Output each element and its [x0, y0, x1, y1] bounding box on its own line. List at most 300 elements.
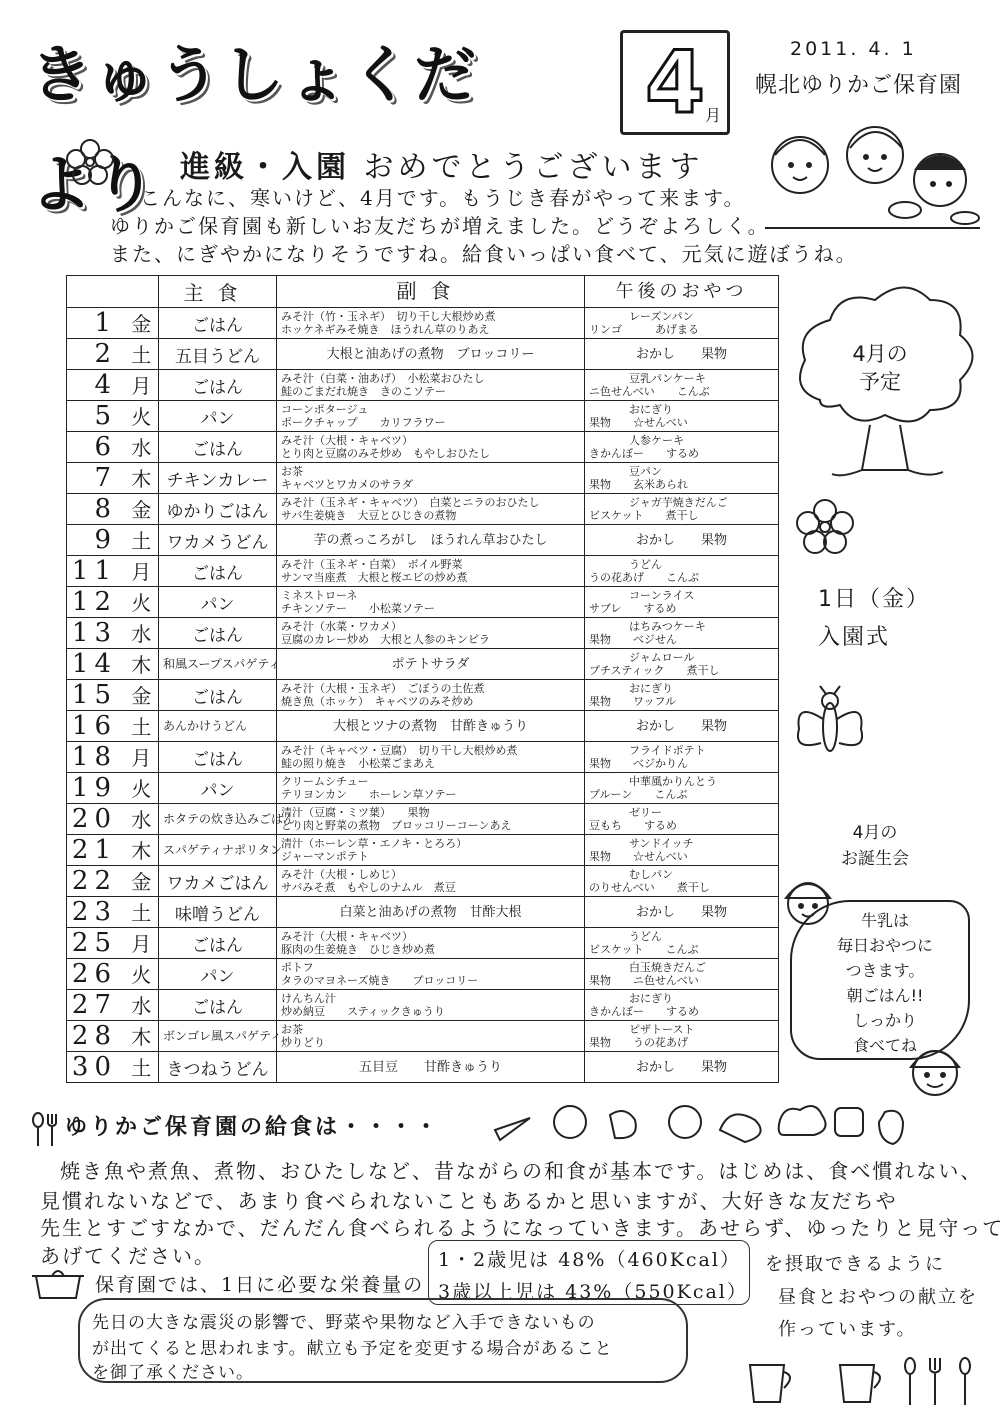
snack-line: 果物 ☆せんべい [589, 850, 688, 863]
menu-table-body [67, 308, 779, 1083]
newsletter-title: きゅうしょくだより [30, 38, 479, 221]
table-row [67, 866, 779, 897]
day-number: 15 [71, 680, 117, 710]
side-dish-line: サンマ当座煮 大根と桜エビの炒め煮 [281, 571, 468, 584]
table-row [67, 463, 779, 494]
table-row [67, 959, 779, 990]
table-row [67, 556, 779, 587]
nutrition-outro: を摂取できるように [765, 1254, 945, 1275]
snack-line: ニ色せんべい こんぶ [589, 385, 710, 398]
intro-line: こんなに、寒いけど、4月です。もうじき春がやって来ます。 [140, 186, 746, 210]
butterfly-icon [795, 685, 865, 765]
snack-line: おかし 果物 [635, 904, 727, 920]
weekday: 木 [131, 467, 158, 491]
day-number: 2 [94, 339, 117, 369]
side-dish-cell [277, 525, 585, 556]
main-dish-cell: パン [159, 773, 277, 804]
day-number: 25 [71, 928, 117, 958]
main-dish-cell: パン [159, 959, 277, 990]
date-cell [67, 401, 159, 432]
nutrition-intro: 保育園では、1日に必要な栄養量の [95, 1274, 425, 1296]
snack-line: 人参ケーキ [629, 434, 684, 447]
snack-line: 果物 ワッフル [589, 695, 677, 708]
snack-line: おかし 果物 [635, 532, 727, 548]
side-dish-line: コーンポタージュ [281, 403, 369, 416]
main-dish-cell: ごはん [159, 308, 277, 339]
snack-line: きかんぼー するめ [589, 447, 699, 460]
snack-line: おにぎり [629, 403, 673, 416]
side-dish-line: ジャーマンポテト [281, 850, 369, 863]
snack-line: フライドポテト [629, 744, 706, 757]
side-dish-line: 豆腐のカレー炒め 大根と人参のキンピラ [281, 633, 490, 646]
snack-cell [585, 308, 779, 339]
headline [180, 142, 704, 186]
side-dish-line: みそ汁（大根・キャベツ） [281, 434, 413, 447]
side-dish-cell [277, 494, 585, 525]
table-row [67, 494, 779, 525]
table-row [67, 773, 779, 804]
side-dish-line: みそ汁（大根・玉ネギ） ごぼうの土佐煮 [281, 682, 485, 695]
body-line: 焼き魚や煮魚、煮物、おひたしなど、昔ながらの和食が基本です。はじめは、食べ慣れない、 [60, 1159, 983, 1183]
snack-line: 果物 ニ色せんべい [589, 974, 699, 987]
snack-cell [585, 835, 779, 866]
section-title: ゆりかご保育園の給食は・・・・ [65, 1114, 441, 1140]
snack-cell [585, 463, 779, 494]
header-date [67, 276, 159, 308]
food-icons-row [490, 1100, 910, 1145]
main-dish-cell: チキンカレー [159, 463, 277, 494]
date-cell [67, 370, 159, 401]
weekday: 火 [131, 405, 158, 429]
weekday: 木 [131, 653, 158, 677]
snack-line: ビスケット 煮干し [589, 509, 699, 522]
weekday: 木 [131, 839, 158, 863]
child-face-icon [778, 870, 838, 930]
date-cell [67, 835, 159, 866]
day-number: 1 [94, 308, 117, 338]
side-dish-line: テリヨンカン ホーレン草ソテー [281, 788, 457, 801]
date-cell [67, 680, 159, 711]
milk-line: つきます。 [845, 961, 925, 980]
side-dish-line: ポテトサラダ [391, 656, 470, 672]
snack-line: レーズンパン [629, 310, 694, 323]
snack-cell [585, 587, 779, 618]
day-number: 9 [94, 525, 117, 555]
day-number: 18 [71, 742, 117, 772]
day-number: 22 [71, 866, 117, 896]
body-line: 見慣れないなどで、あまり食べられないこともあるかと思いますが、大好きな友だちや [40, 1189, 898, 1213]
children-eating-illustration [755, 110, 985, 235]
table-row [67, 401, 779, 432]
table-row [67, 525, 779, 556]
bday-line: お誕生会 [841, 849, 909, 869]
intro-line: ゆりかご保育園も新しいお友だちが増えました。どうぞよろしく。 [110, 214, 770, 238]
nutrition-toddler: 1・2歳児は 48%（460Kcal） [438, 1249, 741, 1271]
bday-line: 4月の [852, 823, 898, 843]
month-suffix: 月 [704, 106, 721, 125]
weekday: 土 [131, 343, 158, 367]
weekday: 土 [131, 1056, 158, 1080]
snack-line: おにぎり [629, 682, 673, 695]
side-dish-cell [277, 339, 585, 370]
weekday: 火 [131, 591, 158, 615]
side-dish-line: 清汁（ホーレン草・エノキ・とろろ） [281, 837, 468, 850]
side-dish-cell [277, 959, 585, 990]
date-cell [67, 339, 159, 370]
day-number: 4 [94, 370, 117, 400]
side-dish-line: 鮭の照り焼き 小松菜ごまあえ [281, 757, 435, 770]
intro-line: また、にぎやかになりそうですね。給食いっぱい食べて、元気に遊ぼうね。 [110, 242, 858, 266]
side-dish-line: 白菜と油あげの煮物 甘酢大根 [339, 904, 522, 920]
snack-line: ビスケット こんぶ [589, 943, 699, 956]
side-dish-line: ポークチャップ カリフラワー [281, 416, 446, 429]
nutrition-outro: 昼食とおやつの献立を [778, 1287, 978, 1308]
snack-line: 中華風かりんとう [629, 775, 717, 788]
table-row [67, 308, 779, 339]
table-row [67, 804, 779, 835]
day-number: 28 [71, 1021, 117, 1051]
snack-cell [585, 339, 779, 370]
main-dish-cell: ボンゴレ風スパゲティ [159, 1021, 277, 1052]
main-dish-cell: ごはん [159, 432, 277, 463]
day-number: 20 [71, 804, 117, 834]
notice-line: が出てくると思われます。献立も予定を変更する場合があること [92, 1339, 613, 1359]
side-dish-line: キャベツとワカメのサラダ [281, 478, 413, 491]
date-cell [67, 587, 159, 618]
side-dish-cell [277, 618, 585, 649]
snack-line: 果物 うの花あげ [589, 1036, 688, 1049]
table-row [67, 587, 779, 618]
date-cell [67, 1021, 159, 1052]
date-cell [67, 711, 159, 742]
weekday: 土 [131, 529, 158, 553]
side-dish-line: みそ汁（玉ネギ・キャベツ） 白菜とニラのおひたし [281, 496, 540, 509]
side-dish-line: ミネストローネ [281, 589, 358, 602]
plan-label-line: 4月の [852, 342, 908, 366]
weekday: 金 [131, 684, 158, 708]
day-number: 5 [94, 401, 117, 431]
side-dish-cell [277, 897, 585, 928]
milk-line: しっかり [852, 1011, 917, 1030]
side-dish-line: ホッケネギみそ焼き ほうれん草のりあえ [281, 323, 490, 336]
side-dish-line: みそ汁（大根・キャベツ） [281, 930, 413, 943]
day-number: 16 [71, 711, 117, 741]
date-cell [67, 804, 159, 835]
snack-cell [585, 897, 779, 928]
side-dish-cell [277, 990, 585, 1021]
side-dish-line: 鮭のごまだれ焼き きのこソテー [281, 385, 446, 398]
day-number: 30 [71, 1052, 117, 1082]
table-row [67, 835, 779, 866]
side-dish-line: 大根とツナの煮物 甘酢きゅうり [332, 718, 528, 734]
side-dish-line: みそ汁（水菜・ワカメ） [281, 620, 402, 633]
side-dish-cell [277, 742, 585, 773]
main-dish-cell: ごはん [159, 928, 277, 959]
main-dish-cell: ごはん [159, 370, 277, 401]
side-dish-line: 清汁（豆腐・ミツ葉） 果物 [281, 806, 430, 819]
snack-line: リンゴ あげまる [589, 323, 699, 336]
nutrition-outro: 作っています。 [778, 1319, 917, 1340]
snack-line: ジャガ芋焼きだんご [629, 496, 728, 509]
main-dish-cell: ゆかりごはん [159, 494, 277, 525]
snack-cell [585, 711, 779, 742]
date-cell [67, 742, 159, 773]
side-dish-cell [277, 773, 585, 804]
day-number: 19 [71, 773, 117, 803]
side-dish-cell [277, 587, 585, 618]
weekday: 月 [131, 560, 158, 584]
header-snack: 午後のおやつ [585, 276, 779, 308]
snack-cell [585, 432, 779, 463]
snack-cell [585, 742, 779, 773]
month-box [620, 30, 730, 135]
weekday: 火 [131, 963, 158, 987]
snack-line: おかし 果物 [635, 346, 727, 362]
date-cell [67, 618, 159, 649]
table-row [67, 339, 779, 370]
snack-line: 白玉焼きだんご [629, 961, 706, 974]
snack-line: サブレ するめ [589, 602, 677, 615]
weekday: 月 [131, 746, 158, 770]
headline-rest: おめでとうございます [350, 150, 704, 185]
day-number: 6 [94, 432, 117, 462]
birthday-party-label [815, 820, 935, 872]
side-dish-line: 炒りどり [281, 1036, 325, 1049]
side-dish-line: 五目豆 甘酢きゅうり [358, 1059, 502, 1075]
side-dish-line: タラのマヨネーズ焼き ブロッコリー [281, 974, 479, 987]
headline-emphasis: 進級・入園 [180, 150, 350, 185]
snack-line: おにぎり [629, 992, 673, 1005]
weekday: 土 [131, 901, 158, 925]
date-cell [67, 556, 159, 587]
side-dish-cell [277, 463, 585, 494]
main-dish-cell: ごはん [159, 618, 277, 649]
snack-cell [585, 990, 779, 1021]
main-dish-cell: あんかけうどん [159, 711, 277, 742]
date-cell [67, 928, 159, 959]
weekday: 月 [131, 374, 158, 398]
side-dish-line: お茶 [281, 1023, 303, 1036]
date-cell [67, 773, 159, 804]
day-number: 23 [71, 897, 117, 927]
notice-line: 先日の大きな震災の影響で、野菜や果物など入手できないもの [92, 1313, 596, 1333]
day-number: 8 [94, 494, 117, 524]
day-number: 26 [71, 959, 117, 989]
table-row [67, 1021, 779, 1052]
side-dish-line: みそ汁（キャベツ・豆腐） 切り干し大根炒め煮 [281, 744, 518, 757]
side-dish-line: ポトフ [281, 961, 314, 974]
snack-line: はちみつケーキ [629, 620, 706, 633]
date-cell [67, 866, 159, 897]
main-dish-cell: 味噌うどん [159, 897, 277, 928]
side-dish-cell [277, 928, 585, 959]
table-row [67, 928, 779, 959]
date-cell [67, 897, 159, 928]
snack-cell [585, 959, 779, 990]
nursery-name: 幌北ゆりかご保育園 [755, 73, 963, 98]
main-dish-cell: ワカメごはん [159, 866, 277, 897]
side-dish-line: けんちん汁 [281, 992, 336, 1005]
weekday: 金 [131, 498, 158, 522]
body-line: あげてください。 [40, 1244, 216, 1268]
snack-line: プルーン こんぶ [589, 788, 688, 801]
monthly-plan-label [830, 340, 930, 396]
date-cell [67, 463, 159, 494]
snack-line: 果物 ☆せんべい [589, 416, 688, 429]
side-dish-line: クリームシチュー [281, 775, 369, 788]
notice-line: を御了承ください。 [92, 1363, 254, 1383]
pot-icon [30, 1262, 86, 1302]
milk-line: 朝ごはん!! [846, 986, 924, 1005]
header-main: 主食 [159, 276, 277, 308]
snack-cell [585, 494, 779, 525]
snack-cell [585, 401, 779, 432]
snack-line: きかんぼー するめ [589, 1005, 699, 1018]
side-dish-line: 大根と油あげの煮物 ブロッコリー [326, 346, 535, 362]
flower-icon [790, 495, 860, 555]
day-number: 13 [71, 618, 117, 648]
main-dish-cell: ごはん [159, 742, 277, 773]
date-cell [67, 308, 159, 339]
main-dish-cell: きつねうどん [159, 1052, 277, 1083]
table-row [67, 370, 779, 401]
snack-line: ゼリー [629, 806, 662, 819]
side-dish-cell [277, 804, 585, 835]
side-dish-line: みそ汁（玉ネギ・白菜） ボイル野菜 [281, 558, 463, 571]
day-number: 14 [71, 649, 117, 679]
table-header-row [67, 276, 779, 308]
weekday: 土 [131, 715, 158, 739]
table-row [67, 1052, 779, 1083]
side-dish-line: みそ汁（大根・しめじ） [281, 868, 402, 881]
table-row [67, 711, 779, 742]
side-dish-line: 炒め納豆 スティックきゅうり [281, 1005, 445, 1018]
snack-line: 豆もち するめ [589, 819, 677, 832]
snack-line: 豆乳パンケーキ [629, 372, 706, 385]
snack-line: サンドイッチ [629, 837, 694, 850]
snack-cell [585, 525, 779, 556]
side-dish-cell [277, 401, 585, 432]
side-dish-line: サバみそ煮 もやしのナムル 煮豆 [281, 881, 456, 894]
day-number: 7 [94, 463, 117, 493]
milk-line: 食べてね [852, 1036, 917, 1055]
side-dish-cell [277, 370, 585, 401]
side-dish-line: 豚肉の生姜焼き ひじき炒め煮 [281, 943, 435, 956]
milk-line: 毎日おやつに [836, 936, 933, 955]
side-dish-cell [277, 308, 585, 339]
snack-line: のりせんべい 煮干し [589, 881, 710, 894]
snack-cell [585, 556, 779, 587]
table-row [67, 742, 779, 773]
main-dish-cell: ごはん [159, 680, 277, 711]
snack-line: 果物 玄米あられ [589, 478, 688, 491]
table-row [67, 990, 779, 1021]
side-dish-cell [277, 649, 585, 680]
snack-cell [585, 866, 779, 897]
side-dish-line: 焼き魚（ホッケ） キャベツのみそ炒め [281, 695, 474, 708]
menu-table [66, 275, 779, 1083]
weekday: 水 [131, 994, 158, 1018]
snack-line: おかし 果物 [635, 1059, 727, 1075]
snack-line: うの花あげ こんぶ [589, 571, 699, 584]
snack-cell [585, 618, 779, 649]
weekday: 月 [131, 932, 158, 956]
snack-cell [585, 1052, 779, 1083]
side-dish-cell [277, 866, 585, 897]
date-cell [67, 432, 159, 463]
flower-icon [60, 135, 120, 185]
entrance-ceremony: 入園式 [818, 625, 891, 650]
spoon-fork-icon [30, 1112, 60, 1148]
main-dish-cell: ホタテの炊き込みごはん [159, 804, 277, 835]
snack-line: コーンライス [629, 589, 695, 602]
snack-line: うどん [629, 558, 662, 571]
snack-cell [585, 370, 779, 401]
day-number: 27 [71, 990, 117, 1020]
main-dish-cell: パン [159, 401, 277, 432]
weekday: 水 [131, 436, 158, 460]
entrance-ceremony-date: 1日（金） [818, 587, 930, 612]
snack-cell [585, 928, 779, 959]
snack-line: プチスティック 煮干し [589, 664, 720, 677]
table-row [67, 680, 779, 711]
main-dish-cell: スパゲティナポリタン [159, 835, 277, 866]
date-cell [67, 649, 159, 680]
main-dish-cell: ごはん [159, 556, 277, 587]
side-dish-cell [277, 835, 585, 866]
snack-cell [585, 649, 779, 680]
side-dish-line: とり肉と豆腐のみそ炒め もやしおひたし [281, 447, 490, 460]
main-dish-cell: 和風スープスパゲティ [159, 649, 277, 680]
day-number: 21 [71, 835, 117, 865]
table-row [67, 897, 779, 928]
weekday: 火 [131, 777, 158, 801]
weekday: 水 [131, 808, 158, 832]
main-dish-cell: ワカメうどん [159, 525, 277, 556]
date-cell [67, 1052, 159, 1083]
nutrition-older: 3歳以上児は 43%（550Kcal） [438, 1281, 748, 1303]
weekday: 金 [131, 870, 158, 894]
snack-line: 豆パン [629, 465, 662, 478]
main-dish-cell: パン [159, 587, 277, 618]
side-dish-line: とり肉と野菜の煮物 ブロッコリーコーンあえ [281, 819, 512, 832]
side-dish-cell [277, 1021, 585, 1052]
side-dish-cell [277, 711, 585, 742]
snack-cell [585, 680, 779, 711]
snack-cell [585, 804, 779, 835]
side-dish-line: お茶 [281, 465, 303, 478]
side-dish-line: サバ生姜焼き 大豆とひじきの煮物 [281, 509, 457, 522]
issue-date: 2011. 4. 1 [790, 38, 917, 60]
snack-line: ピザトースト [629, 1023, 695, 1036]
side-dish-line: 芋の煮っころがし ほうれん草おひたし [313, 532, 548, 548]
snack-cell [585, 1021, 779, 1052]
milk-line: 牛乳は [860, 911, 909, 930]
table-row [67, 618, 779, 649]
side-dish-line: みそ汁（白菜・油あげ） 小松菜おひたし [281, 372, 485, 385]
date-cell [67, 990, 159, 1021]
child-face-icon [900, 1035, 970, 1100]
body-line: 先生とすごすなかで、だんだん食べられるようになっていきます。あせらず、ゆったりと見守って [40, 1216, 1004, 1240]
date-cell [67, 959, 159, 990]
snack-line: おかし 果物 [635, 718, 727, 734]
weekday: 金 [131, 312, 158, 336]
date-cell [67, 525, 159, 556]
side-dish-cell [277, 432, 585, 463]
table-row [67, 649, 779, 680]
main-dish-cell: ごはん [159, 990, 277, 1021]
day-number: 12 [71, 587, 117, 617]
